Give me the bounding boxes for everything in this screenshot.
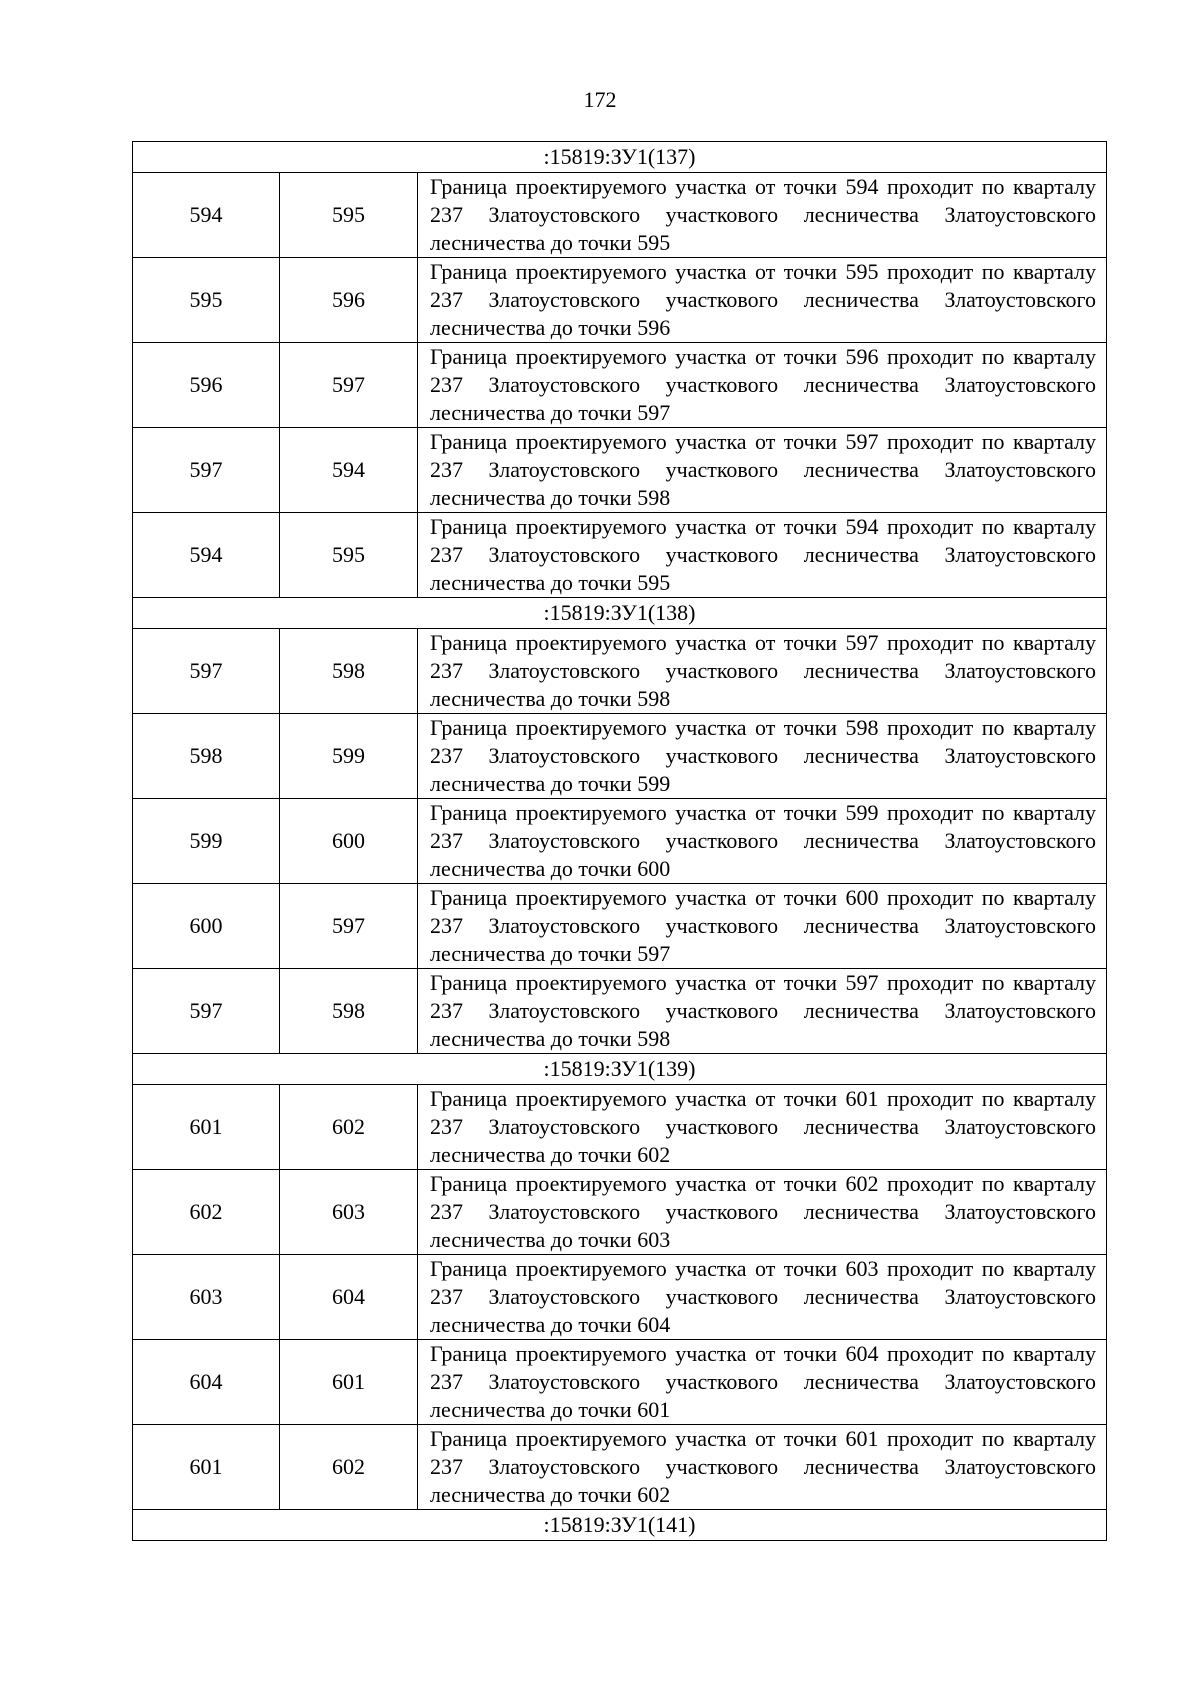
from-point-cell: 602 xyxy=(133,1170,280,1255)
to-point-cell: 594 xyxy=(280,428,418,513)
to-point-cell: 602 xyxy=(280,1425,418,1510)
table-row xyxy=(133,1340,1107,1425)
from-point-cell: 597 xyxy=(133,969,280,1054)
section-header-row xyxy=(133,1054,1107,1085)
table-row xyxy=(133,714,1107,799)
table-row xyxy=(133,428,1107,513)
table-row xyxy=(133,173,1107,258)
description-cell: Граница проектируемого участка от точки 602 проходит по кварталу 237 Златоустовского участкового лесничества Златоустовского лесничества до точки 603 xyxy=(418,1170,1107,1255)
section-header: :15819:ЗУ1(137) xyxy=(133,142,1107,173)
table-row xyxy=(133,969,1107,1054)
section-header: :15819:ЗУ1(141) xyxy=(133,1510,1107,1541)
section-header: :15819:ЗУ1(138) xyxy=(133,598,1107,629)
from-point-cell: 596 xyxy=(133,343,280,428)
description-cell: Граница проектируемого участка от точки 600 проходит по кварталу 237 Златоустовского участкового лесничества Златоустовского лесничества до точки 597 xyxy=(418,884,1107,969)
to-point-cell: 597 xyxy=(280,884,418,969)
description-cell: Граница проектируемого участка от точки 598 проходит по кварталу 237 Златоустовского участкового лесничества Златоустовского лесничества до точки 599 xyxy=(418,714,1107,799)
from-point-cell: 594 xyxy=(133,173,280,258)
from-point-cell: 595 xyxy=(133,258,280,343)
to-point-cell: 599 xyxy=(280,714,418,799)
to-point-cell: 601 xyxy=(280,1340,418,1425)
to-point-cell: 597 xyxy=(280,343,418,428)
to-point-cell: 598 xyxy=(280,969,418,1054)
table-row xyxy=(133,884,1107,969)
description-cell: Граница проектируемого участка от точки 595 проходит по кварталу 237 Златоустовского участкового лесничества Златоустовского лесничества до точки 596 xyxy=(418,258,1107,343)
to-point-cell: 595 xyxy=(280,513,418,598)
from-point-cell: 604 xyxy=(133,1340,280,1425)
description-cell: Граница проектируемого участка от точки 596 проходит по кварталу 237 Златоустовского участкового лесничества Златоустовского лесничества до точки 597 xyxy=(418,343,1107,428)
boundary-table xyxy=(132,141,1107,1541)
description-cell: Граница проектируемого участка от точки 594 проходит по кварталу 237 Златоустовского участкового лесничества Златоустовского лесничества до точки 595 xyxy=(418,173,1107,258)
description-cell: Граница проектируемого участка от точки 599 проходит по кварталу 237 Златоустовского участкового лесничества Златоустовского лесничества до точки 600 xyxy=(418,799,1107,884)
to-point-cell: 602 xyxy=(280,1085,418,1170)
table-row xyxy=(133,258,1107,343)
description-cell: Граница проектируемого участка от точки 597 проходит по кварталу 237 Златоустовского участкового лесничества Златоустовского лесничества до точки 598 xyxy=(418,629,1107,714)
from-point-cell: 601 xyxy=(133,1085,280,1170)
section-header-row xyxy=(133,142,1107,173)
page-number: 172 xyxy=(583,87,617,112)
description-cell: Граница проектируемого участка от точки 601 проходит по кварталу 237 Златоустовского участкового лесничества Златоустовского лесничества до точки 602 xyxy=(418,1425,1107,1510)
section-header: :15819:ЗУ1(139) xyxy=(133,1054,1107,1085)
table-row xyxy=(133,1170,1107,1255)
description-cell: Граница проектируемого участка от точки 597 проходит по кварталу 237 Златоустовского участкового лесничества Златоустовского лесничества до точки 598 xyxy=(418,428,1107,513)
from-point-cell: 598 xyxy=(133,714,280,799)
from-point-cell: 597 xyxy=(133,629,280,714)
description-cell: Граница проектируемого участка от точки 601 проходит по кварталу 237 Златоустовского участкового лесничества Златоустовского лесничества до точки 602 xyxy=(418,1085,1107,1170)
from-point-cell: 600 xyxy=(133,884,280,969)
to-point-cell: 603 xyxy=(280,1170,418,1255)
to-point-cell: 596 xyxy=(280,258,418,343)
table-row xyxy=(133,343,1107,428)
to-point-cell: 600 xyxy=(280,799,418,884)
to-point-cell: 604 xyxy=(280,1255,418,1340)
to-point-cell: 598 xyxy=(280,629,418,714)
description-cell: Граница проектируемого участка от точки 603 проходит по кварталу 237 Златоустовского участкового лесничества Златоустовского лесничества до точки 604 xyxy=(418,1255,1107,1340)
from-point-cell: 599 xyxy=(133,799,280,884)
table-row xyxy=(133,1425,1107,1510)
table-row xyxy=(133,513,1107,598)
description-cell: Граница проектируемого участка от точки 597 проходит по кварталу 237 Златоустовского участкового лесничества Златоустовского лесничества до точки 598 xyxy=(418,969,1107,1054)
from-point-cell: 603 xyxy=(133,1255,280,1340)
from-point-cell: 601 xyxy=(133,1425,280,1510)
from-point-cell: 594 xyxy=(133,513,280,598)
table-row xyxy=(133,1255,1107,1340)
description-cell: Граница проектируемого участка от точки 594 проходит по кварталу 237 Златоустовского участкового лесничества Златоустовского лесничества до точки 595 xyxy=(418,513,1107,598)
table-row xyxy=(133,629,1107,714)
description-cell: Граница проектируемого участка от точки 604 проходит по кварталу 237 Златоустовского участкового лесничества Златоустовского лесничества до точки 601 xyxy=(418,1340,1107,1425)
section-header-row xyxy=(133,1510,1107,1541)
table-row xyxy=(133,1085,1107,1170)
table-row xyxy=(133,799,1107,884)
section-header-row xyxy=(133,598,1107,629)
from-point-cell: 597 xyxy=(133,428,280,513)
to-point-cell: 595 xyxy=(280,173,418,258)
